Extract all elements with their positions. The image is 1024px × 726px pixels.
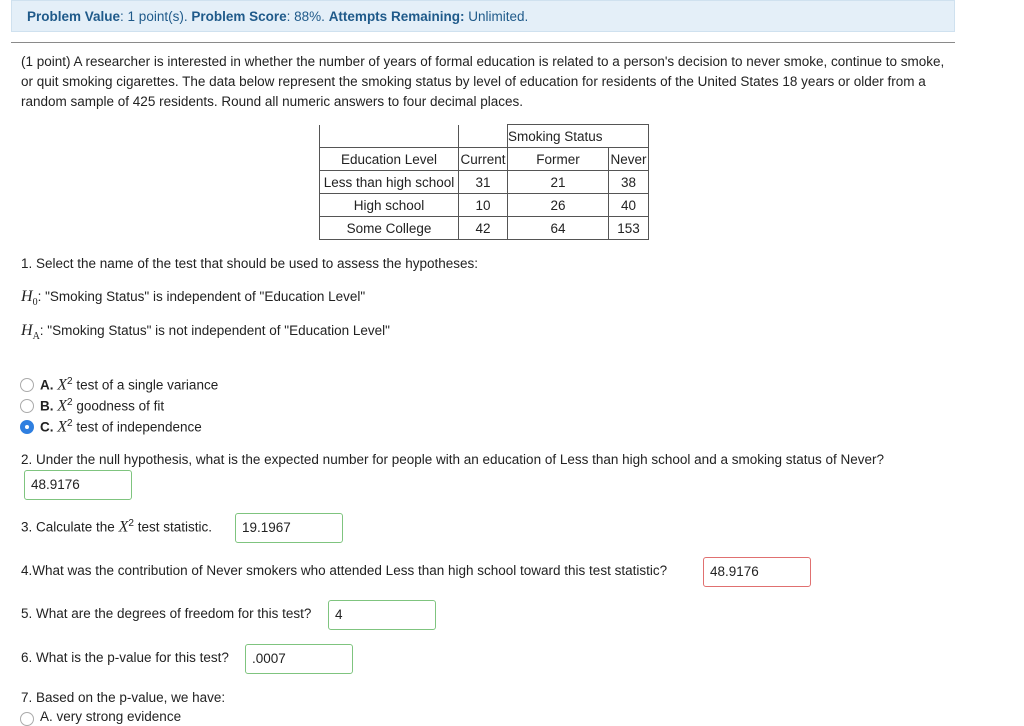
table-cell: High school <box>320 194 459 217</box>
alternative-hypothesis: $H_A$: "Smoking Status" is not independent of "Education Level" <box>21 322 390 343</box>
table-row <box>320 171 649 194</box>
table-cell: 10 <box>459 194 508 217</box>
table-cell: Some College <box>320 217 459 240</box>
q5-prompt: 5. What are the degrees of freedom for this test? <box>21 606 312 621</box>
q6-answer-input[interactable]: .0007 <box>245 644 353 674</box>
contingency-table <box>319 124 649 240</box>
q2-answer-input[interactable]: 48.9176 <box>24 470 132 500</box>
table-cell: 21 <box>508 171 609 194</box>
problem-score-text: : 88%. <box>286 9 325 24</box>
table-cell: 40 <box>609 194 649 217</box>
table-row <box>320 194 649 217</box>
option-a-label[interactable]: A. $X^2$ test of a single variance <box>40 376 219 394</box>
problem-value-text: : 1 point(s). <box>120 9 188 24</box>
attempts-label: Attempts Remaining: <box>328 9 465 24</box>
table-row <box>320 217 649 240</box>
q1-prompt: 1. Select the name of the test that should be used to assess the hypotheses: <box>21 256 479 271</box>
q6-prompt: 6. What is the p-value for this test? <box>21 650 229 665</box>
table-cell: 31 <box>459 171 508 194</box>
option-c-radio-selected[interactable] <box>20 420 34 434</box>
divider <box>11 42 955 43</box>
header-never: Never <box>609 148 649 171</box>
q4-answer-input[interactable]: 48.9176 <box>703 557 811 587</box>
header-current: Current <box>459 148 508 171</box>
option-b-label[interactable]: B. $X^2$ goodness of fit <box>40 397 165 415</box>
table-cell: Less than high school <box>320 171 459 194</box>
problem-score-label: Problem Score <box>191 9 287 24</box>
q7-option-a-label[interactable]: A. very strong evidence <box>40 709 182 724</box>
option-b-radio[interactable] <box>20 399 34 413</box>
table-cell: 26 <box>508 194 609 217</box>
option-a-radio[interactable] <box>20 378 34 392</box>
q4-prompt: 4.What was the contribution of Never smokers who attended Less than high school toward this test statistic? <box>21 563 668 578</box>
q7-prompt: 7. Based on the p-value, we have: <box>21 690 226 705</box>
q7-option-a-radio[interactable] <box>20 712 34 726</box>
group-header-smoking-status: Smoking Status <box>508 125 649 148</box>
header-former: Former <box>508 148 609 171</box>
option-c-label[interactable]: C. $X^2$ test of independence <box>40 418 202 436</box>
header-education-level: Education Level <box>320 148 459 171</box>
problem-value-label: Problem Value <box>27 9 121 24</box>
attempts-text: Unlimited. <box>464 9 529 24</box>
q3-answer-input[interactable]: 19.1967 <box>235 513 343 543</box>
null-hypothesis: $H_0$: "Smoking Status" is independent of "Education Level" <box>21 288 366 309</box>
problem-statement: (1 point) A researcher is interested in whether the number of years of formal education is related to a person's decision to never smoke, continue to smoke, or quit smoking cigarettes. The data below represent the smoking status by level of education for residents of the United States 18 years or older from a random sample of 425 residents. Round all numeric answers to four decimal places. <box>21 54 945 109</box>
problem-info-banner <box>11 0 955 32</box>
table-cell: 153 <box>609 217 649 240</box>
table-cell: 38 <box>609 171 649 194</box>
q3-prompt: 3. Calculate the $X^2$ test statistic. <box>21 518 212 536</box>
q5-answer-input[interactable]: 4 <box>328 600 436 630</box>
table-cell: 42 <box>459 217 508 240</box>
q2-prompt: 2. Under the null hypothesis, what is the expected number for people with an education of Less than high school and a smoking status of Never? <box>21 452 885 467</box>
table-cell: 64 <box>508 217 609 240</box>
